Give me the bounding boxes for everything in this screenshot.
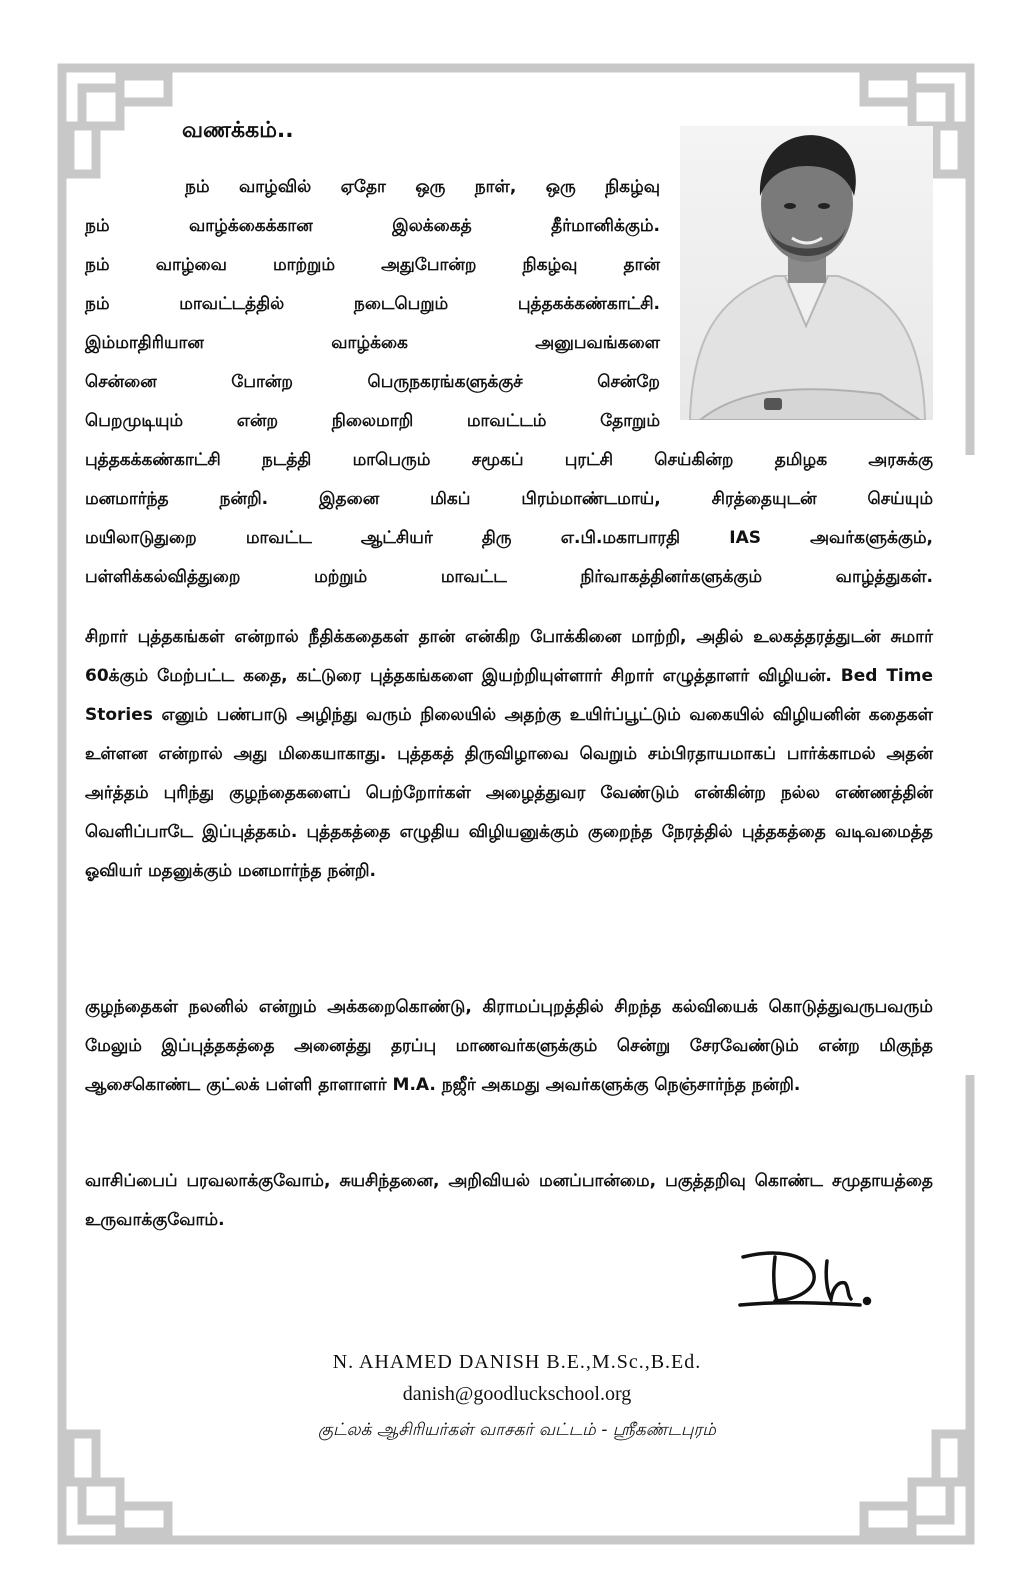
intro-line: நம் மாவட்டத்தில் நடைபெறும் புத்தகக்கண்காட்சி. xyxy=(85,294,660,314)
organization-name: குட்லக் ஆசிரியர்கள் வாசகர் வட்டம் - ஸ்ரீகண்டபுரம் xyxy=(318,1420,716,1440)
author-footer xyxy=(150,1346,884,1444)
body-paragraph-3: குழந்தைகள் நலனில் என்றும் அக்கறைகொண்டு, கிராமப்புறத்தில் சிறந்த கல்வியைக் கொடுத்துவருபவரும் மேலும் இப்புத்தகத்தை அனைத்து தரப்பு மாணவர்களுக்கும் சென்று சேரவேண்டும் என்ற மிகுந்த ஆசைகொண்ட குட்லக் பள்ளி தாளாளர் M.A. நஜீர் அகமது அவர்களுக்கு நெஞ்சார்ந்த நன்றி. xyxy=(85,997,933,1095)
intro-line: மனமார்ந்த நன்றி. இதனை மிகப் பிரம்மாண்டமாய், சிரத்தையுடன் செய்யும் xyxy=(85,489,933,509)
author-name: N. AHAMED DANISH B.E.,M.Sc.,B.Ed. xyxy=(332,1351,702,1373)
intro-paragraph xyxy=(85,168,933,597)
intro-line: பள்ளிக்கல்வித்துறை மற்றும் மாவட்ட நிர்வாகத்தினர்களுக்கும் வாழ்த்துகள். xyxy=(85,567,933,587)
intro-line: மயிலாடுதுறை மாவட்ட ஆட்சியர் திரு எ.பி.மகாபாரதி IAS அவர்களுக்கும், xyxy=(85,528,933,548)
intro-line: சென்னை போன்ற பெருநகரங்களுக்குச் சென்றே xyxy=(85,372,660,392)
signature xyxy=(735,1243,880,1313)
intro-line: இம்மாதிரியான வாழ்க்கை அனுபவங்களை xyxy=(85,333,660,353)
intro-line: நம் வாழ்வில் ஏதோ ஒரு நாள், ஒரு நிகழ்வு xyxy=(185,177,660,197)
greeting: வணக்கம்.. xyxy=(182,118,294,143)
body-paragraph-4: வாசிப்பைப் பரவலாக்குவோம், சுயசிந்தனை, அறிவியல் மனப்பான்மை, பகுத்தறிவு கொண்ட சமுதாயத்தை உருவாக்குவோம். xyxy=(85,1171,933,1230)
intro-line: பெறமுடியும் என்ற நிலைமாறி மாவட்டம் தோறும் xyxy=(85,411,660,431)
intro-line: புத்தகக்கண்காட்சி நடத்தி மாபெரும் சமூகப் புரட்சி செய்கின்ற தமிழக அரசுக்கு xyxy=(85,450,933,470)
intro-line: நம் வாழ்க்கைக்கான இலக்கைத் தீர்மானிக்கும். xyxy=(85,216,660,236)
author-email: danish@goodluckschool.org xyxy=(402,1383,632,1405)
body-paragraph-2: சிறார் புத்தகங்கள் என்றால் நீதிக்கதைகள் தான் என்கிற போக்கினை மாற்றி, அதில் உலகத்தரத்துடன் சுமார் 60க்கும் மேற்பட்ட கதை, கட்டுரை புத்தகங்களை இயற்றியுள்ளார் சிறார் எழுத்தாளர் விழியன். Bed Time Stories எனும் பண்பாடு அழிந்து வரும் நிலையில் அதற்கு உயிர்ப்பூட்டும் வகையில் விழியனின் கதைகள் உள்ளன என்றால் அது மிகையாகாது. புத்தகத் திருவிழாவை வெறும் சம்பிரதாயமாகப் பார்க்காமல் அதன் அர்த்தம் புரிந்து குழந்தைகளைப் பெற்றோர்கள் அழைத்துவர வேண்டும் என்கின்ற நல்ல எண்ணத்தின் வெளிப்பாடே இப்புத்தகம். புத்தகத்தை எழுதிய விழியனுக்கும் குறைந்த நேரத்தில் புத்தகத்தை வடிவமைத்த ஓவியர் மதனுக்கும் மனமார்ந்த நன்றி. xyxy=(85,627,933,881)
intro-line: நம் வாழ்வை மாற்றும் அதுபோன்ற நிகழ்வு தான் xyxy=(85,255,660,275)
